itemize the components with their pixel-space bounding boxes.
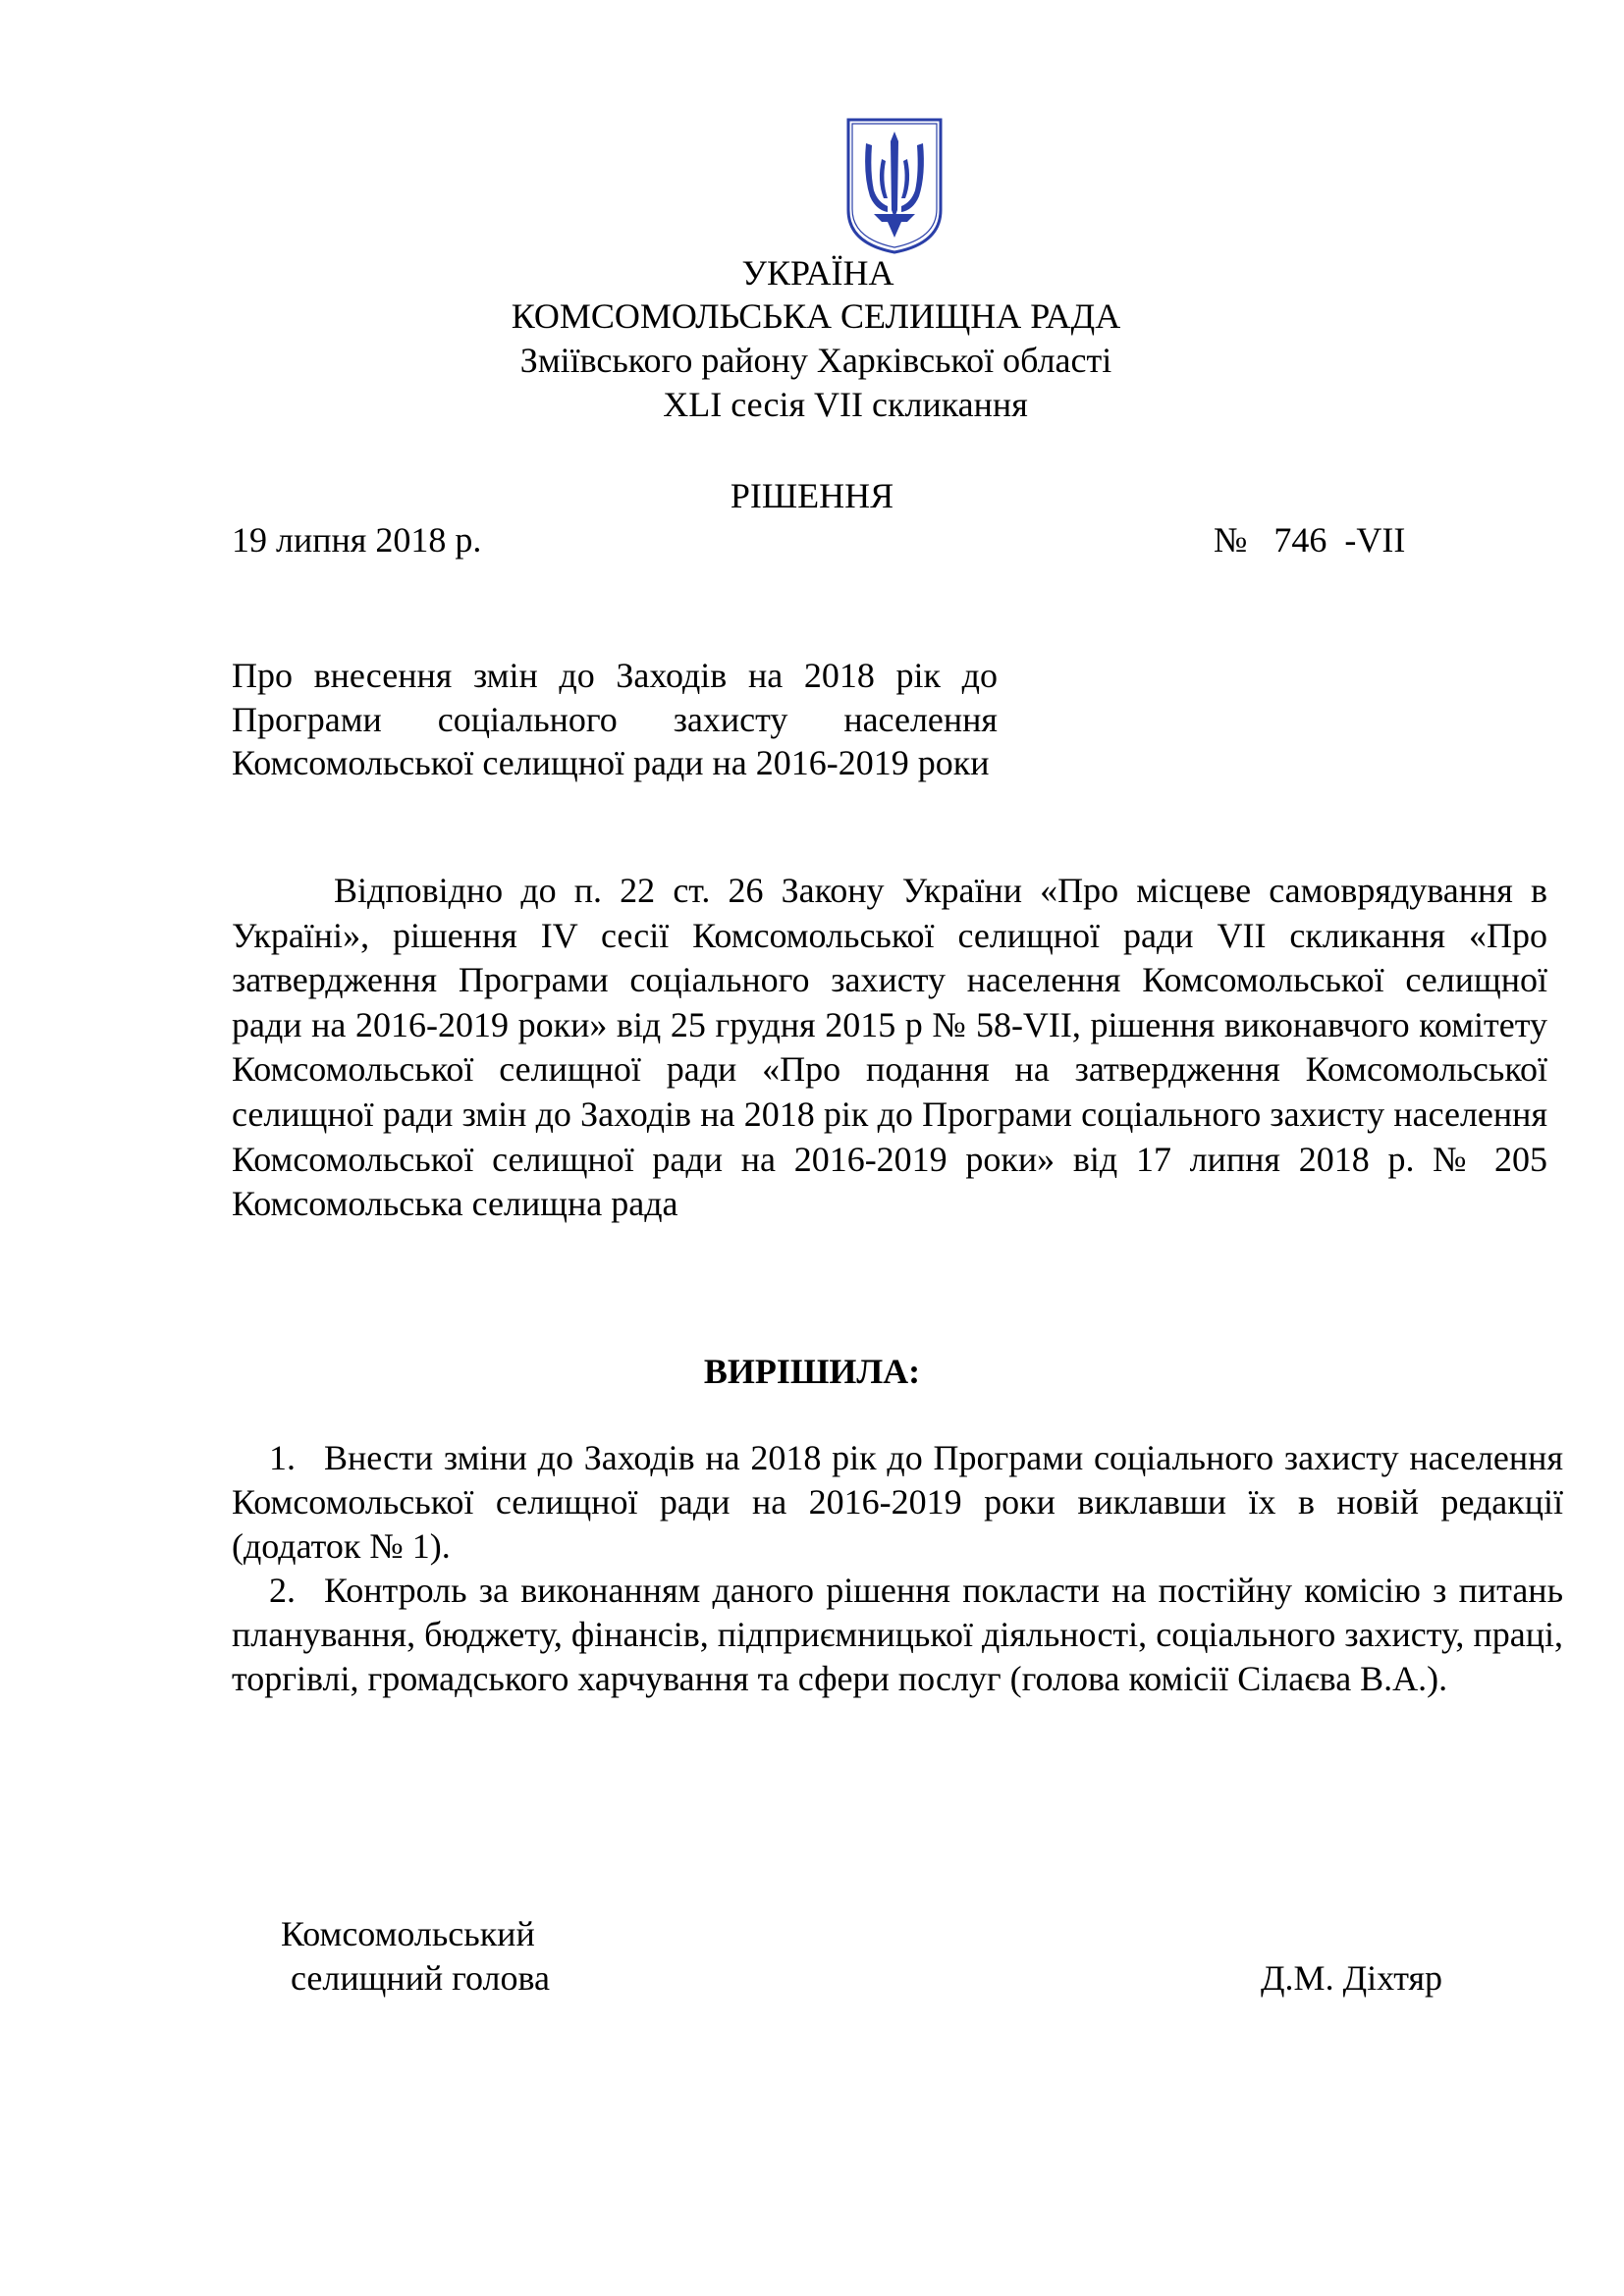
resolved-heading: ВИРІШИЛА:	[703, 1352, 921, 1391]
header-country: УКРАЇНА	[741, 253, 894, 293]
preamble-paragraph: Відповідно до п. 22 ст. 26 Закону України «Про місцеве самоврядування в Україні», рішення IV сесії Комсомольської селищної ради VII скликання «Про затвердження Програми соціального захисту населення Комсомольської селищної ради на 2016-2019 роки» від 25 грудня 2015 р № 58-VII, рішення виконавчого комітету Комсомольської селищної ради «Про подання на затвердження Комсомольської селищної ради змін до Заходів на 2018 рік до Програми соціального захисту населення Комсомольської селищної ради на 2016-2019 роки» від 17 липня 2018 р. № 205 Комсомольська селищна рада	[232, 871, 1547, 1224]
coat-of-arms-emblem	[844, 116, 945, 255]
signature-name: Д.М. Діхтяр	[1261, 1958, 1443, 1998]
signature-title-line2: селищний голова	[291, 1958, 551, 1998]
signature-title-line1: Комсомольський	[281, 1914, 535, 1953]
decision-date: 19 липня 2018 р.	[232, 520, 482, 560]
decision-subject: Про внесення змін до Заходів на 2018 рік до Програми соціального захисту населення Комсомольської селищної ради на 2016-2019 роки	[232, 656, 998, 782]
item-number: 1.	[269, 1438, 296, 1477]
header-session: XLI сесія VII скликання	[663, 385, 1028, 424]
item-number: 2.	[269, 1571, 296, 1610]
item-text: Внести зміни до Заходів на 2018 рік до Програми соціального захисту населення Комсомольської селищної ради на 2016-2019 роки виклавши їх в новій редакції (додаток № 1).	[232, 1438, 1563, 1566]
header-region: Зміївського району Харківської області	[519, 341, 1112, 380]
document-type: РІШЕННЯ	[730, 476, 894, 515]
header-council: КОМСОМОЛЬСЬКА СЕЛИЩНА РАДА	[511, 296, 1121, 336]
resolution-item	[232, 1436, 1563, 1569]
item-text: Контроль за виконанням даного рішення покласти на постійну комісію з питань планування, бюджету, фінансів, підприємницької діяльності, соціального захисту, праці, торгівлі, громадського харчування та сфери послуг (голова комісії Сілаєва В.А.).	[232, 1571, 1563, 1698]
resolution-item	[232, 1569, 1563, 1701]
decision-number: № 746 -VII	[1214, 520, 1406, 560]
